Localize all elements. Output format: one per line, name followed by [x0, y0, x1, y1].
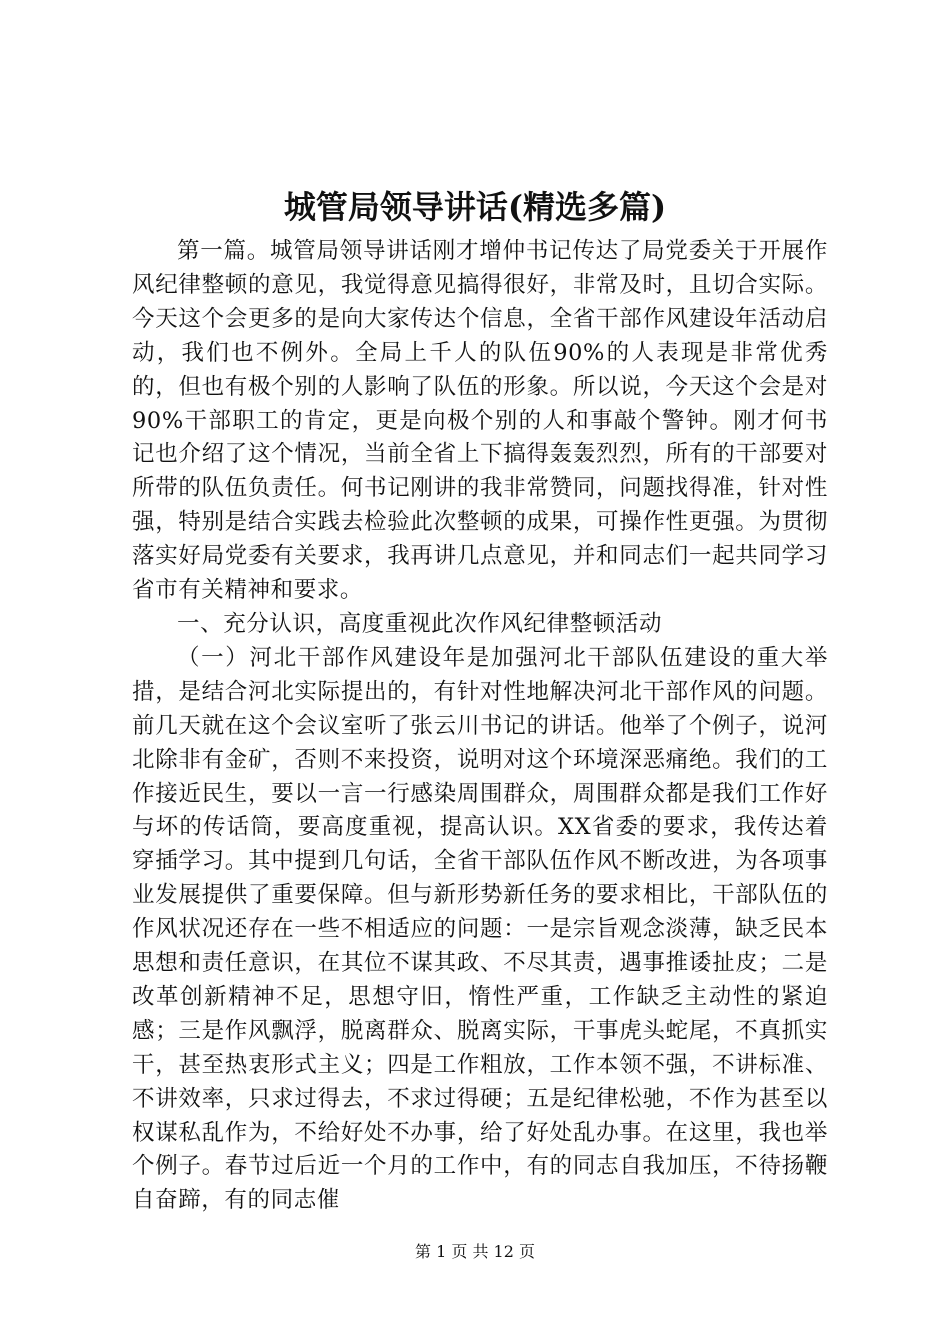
- paragraph-intro: 第一篇。城管局领导讲话刚才增仲书记传达了局党委关于开展作风纪律整顿的意见，我觉得意见搞得很好，非常及时，且切合实际。今天这个会更多的是向大家传达个信息，全省干部作风建设年活动启动，我们也不例外。全局上千人的队伍90%的人表现是非常优秀的，但也有极个别的人影响了队伍的形象。所以说，今天这个会是对90%干部职工的肯定，更是向极个别的人和事敲个警钟。刚才何书记也介绍了这个情况，当前全省上下搞得轰轰烈烈，所有的干部要对所带的队伍负责任。何书记刚讲的我非常赞同，问题找得准，针对性强，特别是结合实践去检验此次整顿的成果，可操作性更强。为贯彻落实好局党委有关要求，我再讲几点意见，并和同志们一起共同学习省市有关精神和要求。: [132, 238, 828, 604]
- page-number-footer: 第 1 页 共 12 页: [415, 1242, 535, 1261]
- paragraph-subsection-1: （一）河北干部作风建设年是加强河北干部队伍建设的重大举措，是结合河北实际提出的，有针对性地解决河北干部作风的问题。前几天就在这个会议室听了张云川书记的讲话。他举了个例子，说河北除非有金矿，否则不来投资，说明对这个环境深恶痛绝。我们的工作接近民生，要以一言一行感染周围群众，周围群众都是我们工作好与坏的传话筒，要高度重视，提高认识。XX省委的要求，我传达着穿插学习。其中提到几句话，全省干部队伍作风不断改进，为各项事业发展提供了重要保障。但与新形势新任务的要求相比，干部队伍的作风状况还存在一些不相适应的问题：一是宗旨观念淡薄，缺乏民本思想和责任意识，在其位不谋其政、不尽其责，遇事推诿扯皮；二是改革创新精神不足，思想守旧，惰性严重，工作缺乏主动性的紧迫感；三是作风飘浮，脱离群众、脱离实际，干事虎头蛇尾，不真抓实干，甚至热衷形式主义；四是工作粗放，工作本领不强，不讲标准、不讲效率，只求过得去，不求过得硬；五是纪律松驰，不作为甚至以权谋私乱作为，不给好处不办事，给了好处乱办事。在这里，我也举个例子。春节过后近一个月的工作中，有的同志自我加压，不待扬鞭自奋蹄，有的同志催: [132, 644, 828, 1214]
- section-heading: 一、充分认识，高度重视此次作风纪律整顿活动: [177, 610, 663, 637]
- document-title: 城管局领导讲话(精选多篇): [283, 188, 667, 226]
- document-body: [132, 235, 828, 1218]
